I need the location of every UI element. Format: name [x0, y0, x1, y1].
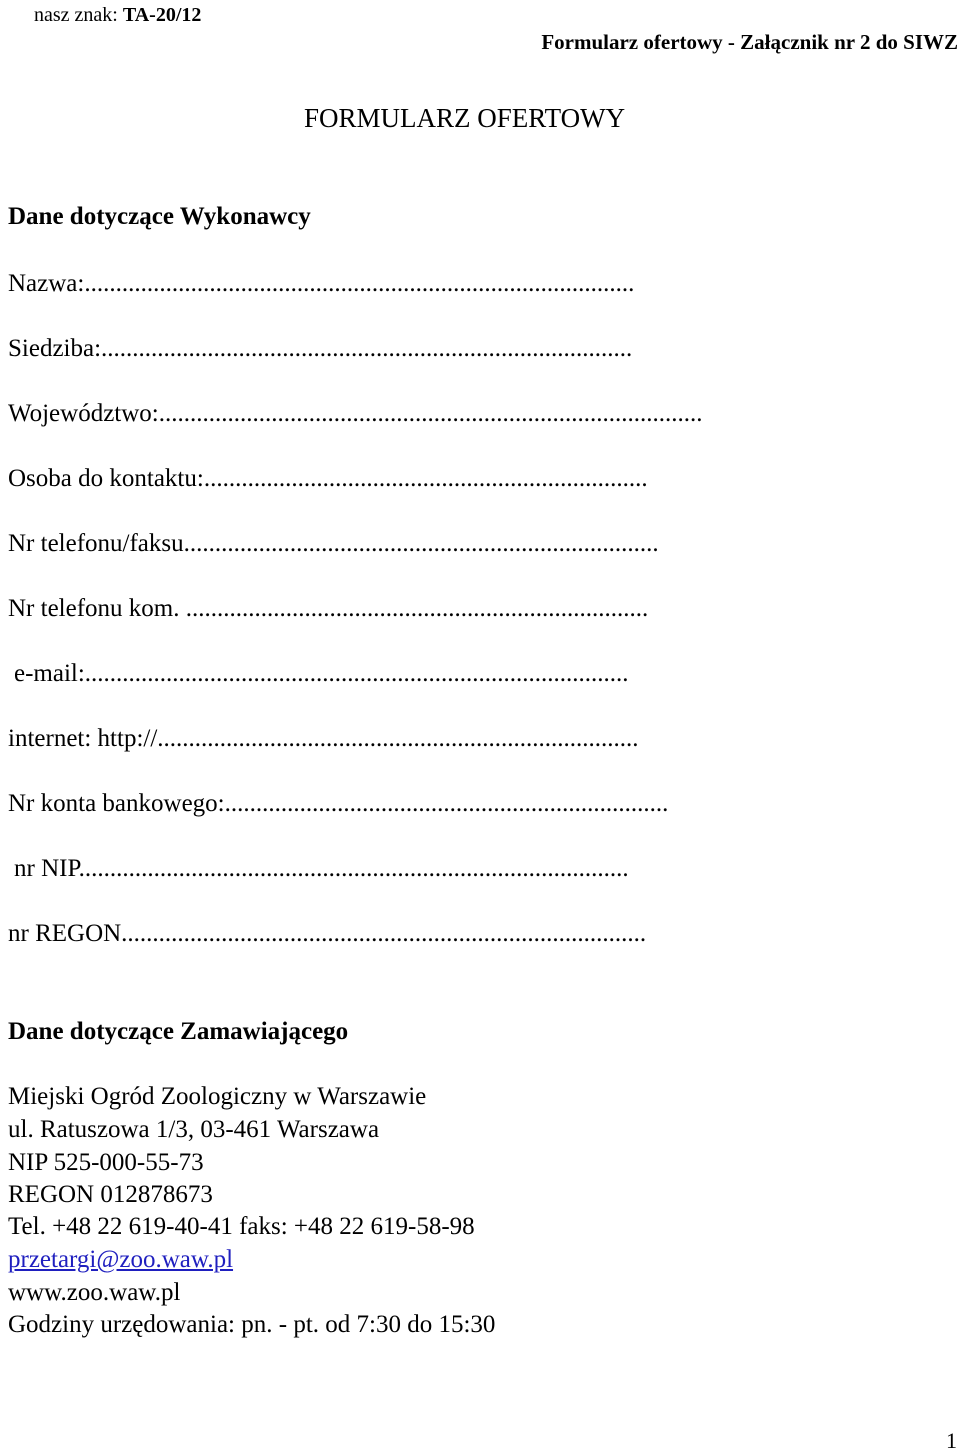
ordering-party-heading: Dane dotyczące Zamawiającego	[8, 1018, 349, 1045]
ordering-party-phone: Tel. +48 22 619-40-41 faks: +48 22 619-58-98	[8, 1213, 475, 1240]
document-title: FORMULARZ OFERTOWY	[304, 103, 626, 133]
field-name[interactable]: Nazwa:........................................................................................	[8, 270, 635, 297]
field-mobile[interactable]: Nr telefonu kom. ..........................................................................	[8, 595, 649, 622]
field-email[interactable]: e-mail:.......................................................................................	[14, 660, 629, 687]
ordering-party-name: Miejski Ogród Zoologiczny w Warszawie	[8, 1083, 427, 1110]
ordering-party-address: ul. Ratuszowa 1/3, 03-461 Warszawa	[8, 1116, 380, 1143]
reference-value: TA-20/12	[122, 4, 202, 26]
ordering-party-email-link[interactable]: przetargi@zoo.waw.pl	[8, 1246, 234, 1273]
field-seat[interactable]: Siedziba:.....................................................................................	[8, 335, 633, 362]
ordering-party-email-row	[8, 1246, 233, 1274]
field-bank-account[interactable]: Nr konta bankowego:.......................................................................	[8, 790, 669, 817]
reference-label: nasz znak:	[34, 4, 118, 26]
field-nip[interactable]: nr NIP........................................................................................	[14, 855, 629, 882]
ordering-party-website: www.zoo.waw.pl	[8, 1279, 181, 1306]
ordering-party-office-hours: Godziny urzędowania: pn. - pt. od 7:30 do 15:30	[8, 1311, 496, 1338]
page-number: 1	[946, 1428, 957, 1453]
field-internet[interactable]: internet: http://.............................................................................	[8, 725, 639, 752]
field-phone-fax[interactable]: Nr telefonu/faksu............................................................................	[8, 530, 659, 557]
reference-number	[34, 4, 201, 27]
ordering-party-nip: NIP 525-000-55-73	[8, 1149, 204, 1176]
field-contact-person[interactable]: Osoba do kontaktu:.......................................................................	[8, 465, 648, 492]
field-regon[interactable]: nr REGON....................................................................................	[8, 920, 647, 947]
ordering-party-regon: REGON 012878673	[8, 1181, 213, 1208]
field-voivodeship[interactable]: Województwo:.......................................................................................	[8, 400, 703, 427]
contractor-heading: Dane dotyczące Wykonawcy	[8, 203, 311, 230]
attachment-label: Formularz ofertowy - Załącznik nr 2 do SIWZ	[541, 30, 958, 54]
